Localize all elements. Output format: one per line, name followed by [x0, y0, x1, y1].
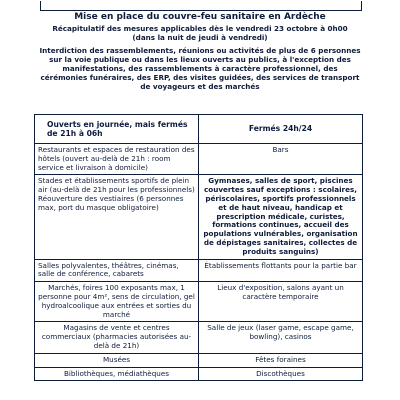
- page-subtitle: Récapitulatif des mesures applicables dès le vendredi 23 octobre à 0h00 (dans la nuit de jeudi à vendredi): [52, 24, 348, 42]
- closed-cell: Discothèques: [199, 367, 363, 381]
- closed-cell: Gymnases, salles de sport, piscines couvertes sauf exceptions : scolaires, périscolaires, sportifs professionnels et de haut niveau, handicap et prescription médicale, curistes, formations continues, accueil des populations vulnérables, organisation de dépistages sanitaires, collectes de produits sanguins): [199, 175, 363, 259]
- table-row: [35, 144, 363, 175]
- header-closed-always: Fermés 24h/24: [199, 115, 363, 144]
- header-open-daytime: Ouverts en journée, mais fermés de 21h à 06h: [35, 115, 199, 144]
- open-cell: Stades et établissements sportifs de plein air (au-delà de 21h pour les professionnels) Réouverture des vestiaires (6 personnes max, port du masque obligatoire): [35, 175, 199, 259]
- open-cell: Musées: [35, 353, 199, 367]
- closed-cell: Bars: [199, 144, 363, 175]
- table-header-row: [35, 115, 363, 144]
- page-title: Mise en place du couvre-feu sanitaire en Ardèche: [74, 12, 326, 22]
- closed-cell: Lieux d'exposition, salons ayant un caractère temporaire: [199, 282, 363, 322]
- table-row: [35, 322, 363, 353]
- open-cell: Bibliothèques, médiathèques: [35, 367, 199, 381]
- table-row: [35, 282, 363, 322]
- open-cell: Restaurants et espaces de restauration des hôtels (ouvert au-delà de 21h : room service et livraison à domicile): [35, 144, 199, 175]
- measures-table: [34, 114, 363, 381]
- closed-cell: Fêtes foraines: [199, 353, 363, 367]
- closed-cell: Salle de jeux (laser game, escape game, bowling), casinos: [199, 322, 363, 353]
- open-cell: Magasins de vente et centres commerciaux (pharmacies autorisées au-delà de 21h): [35, 322, 199, 353]
- table-row: [35, 353, 363, 367]
- top-frame: [40, 1, 362, 11]
- intro-paragraph: Interdiction des rassemblements, réunions ou activités de plus de 6 personnes sur la voie publique ou dans les lieux ouverts au publics, à l'exception des manifestations, des rassemblements à caractère professionnel, des cérémonies funéraires, des ERP, des visites guidées, des services de transport de voyageurs et des marchés: [39, 46, 361, 91]
- table-row: [35, 175, 363, 259]
- table-row: [35, 367, 363, 381]
- table-row: [35, 259, 363, 282]
- open-cell: Salles polyvalentes, théâtres, cinémas, salle de conférence, cabarets: [35, 259, 199, 282]
- closed-cell: Établissements flottants pour la partie bar: [199, 259, 363, 282]
- open-cell: Marchés, foires 100 exposants max, 1 personne pour 4m², sens de circulation, gel hydroalcoolique aux entrées et sorties du marché: [35, 282, 199, 322]
